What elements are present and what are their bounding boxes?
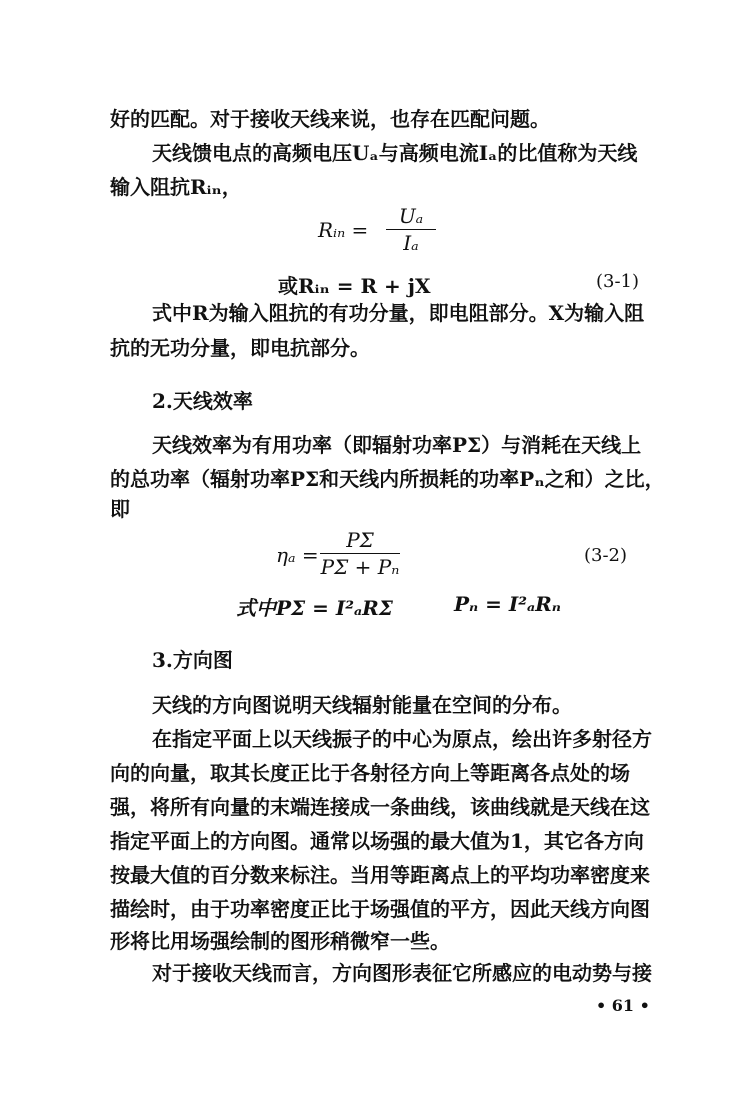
denominator: Iₐ: [403, 231, 419, 255]
fraction-bar: [386, 229, 436, 230]
denominator: PΣ + Pₙ: [320, 555, 400, 579]
equation-lhs: Rᵢₙ =: [318, 218, 369, 242]
section-heading: 2.天线效率: [152, 389, 253, 413]
text-line: 好的匹配。对于接收天线来说，也存在匹配问题。: [110, 107, 550, 131]
text-line: 输入阻抗Rᵢₙ，: [110, 175, 242, 199]
numerator: Uₐ: [398, 204, 424, 228]
equation: Pₙ = I²ₐRₙ: [454, 592, 561, 616]
equation-number: (3-2): [584, 545, 628, 566]
text-line: 式中R为输入阻抗的有功分量，即电阻部分。X为输入阻: [152, 301, 645, 325]
fraction: [386, 204, 436, 255]
section-heading: 3.方向图: [152, 648, 233, 672]
text-line: 天线的方向图说明天线辐射能量在空间的分布。: [152, 693, 572, 717]
text-line: 即: [110, 497, 130, 521]
text-line: 天线效率为有用功率（即辐射功率PΣ）与消耗在天线上: [152, 433, 642, 457]
page-number: • 61 •: [596, 996, 650, 1015]
text-line: 形将比用场强绘制的图形稍微窄一些。: [110, 929, 450, 953]
equation-lhs: ηₐ =: [276, 543, 319, 567]
text-line: 的总功率（辐射功率PΣ和天线内所损耗的功率Pₙ之和）之比，: [110, 467, 665, 491]
text-line: 对于接收天线而言，方向图形表征它所感应的电动势与接: [152, 961, 652, 985]
text-line: 按最大值的百分数来标注。当用等距离点上的平均功率密度来: [110, 863, 650, 887]
equation: 或Rᵢₙ = R + jX: [278, 274, 431, 298]
equation: 式中PΣ = I²ₐRΣ: [236, 596, 393, 620]
numerator: PΣ: [346, 528, 374, 552]
text-line: 指定平面上的方向图。通常以场强的最大值为1，其它各方向: [110, 829, 644, 853]
fraction: [320, 528, 400, 579]
text-line: 强，将所有向量的末端连接成一条曲线，该曲线就是天线在这: [110, 795, 650, 819]
text-line: 在指定平面上以天线振子的中心为原点，绘出许多射径方: [152, 727, 652, 751]
text-line: 描绘时，由于功率密度正比于场强值的平方，因此天线方向图: [110, 897, 650, 921]
text-line: 抗的无功分量，即电抗部分。: [110, 336, 370, 360]
text-line: 向的向量，取其长度正比于各射径方向上等距离各点处的场: [110, 761, 630, 785]
equation-number: (3-1): [596, 271, 640, 292]
fraction-bar: [320, 553, 400, 554]
text-line: 天线馈电点的高频电压Uₐ与高频电流Iₐ的比值称为天线: [152, 141, 638, 165]
